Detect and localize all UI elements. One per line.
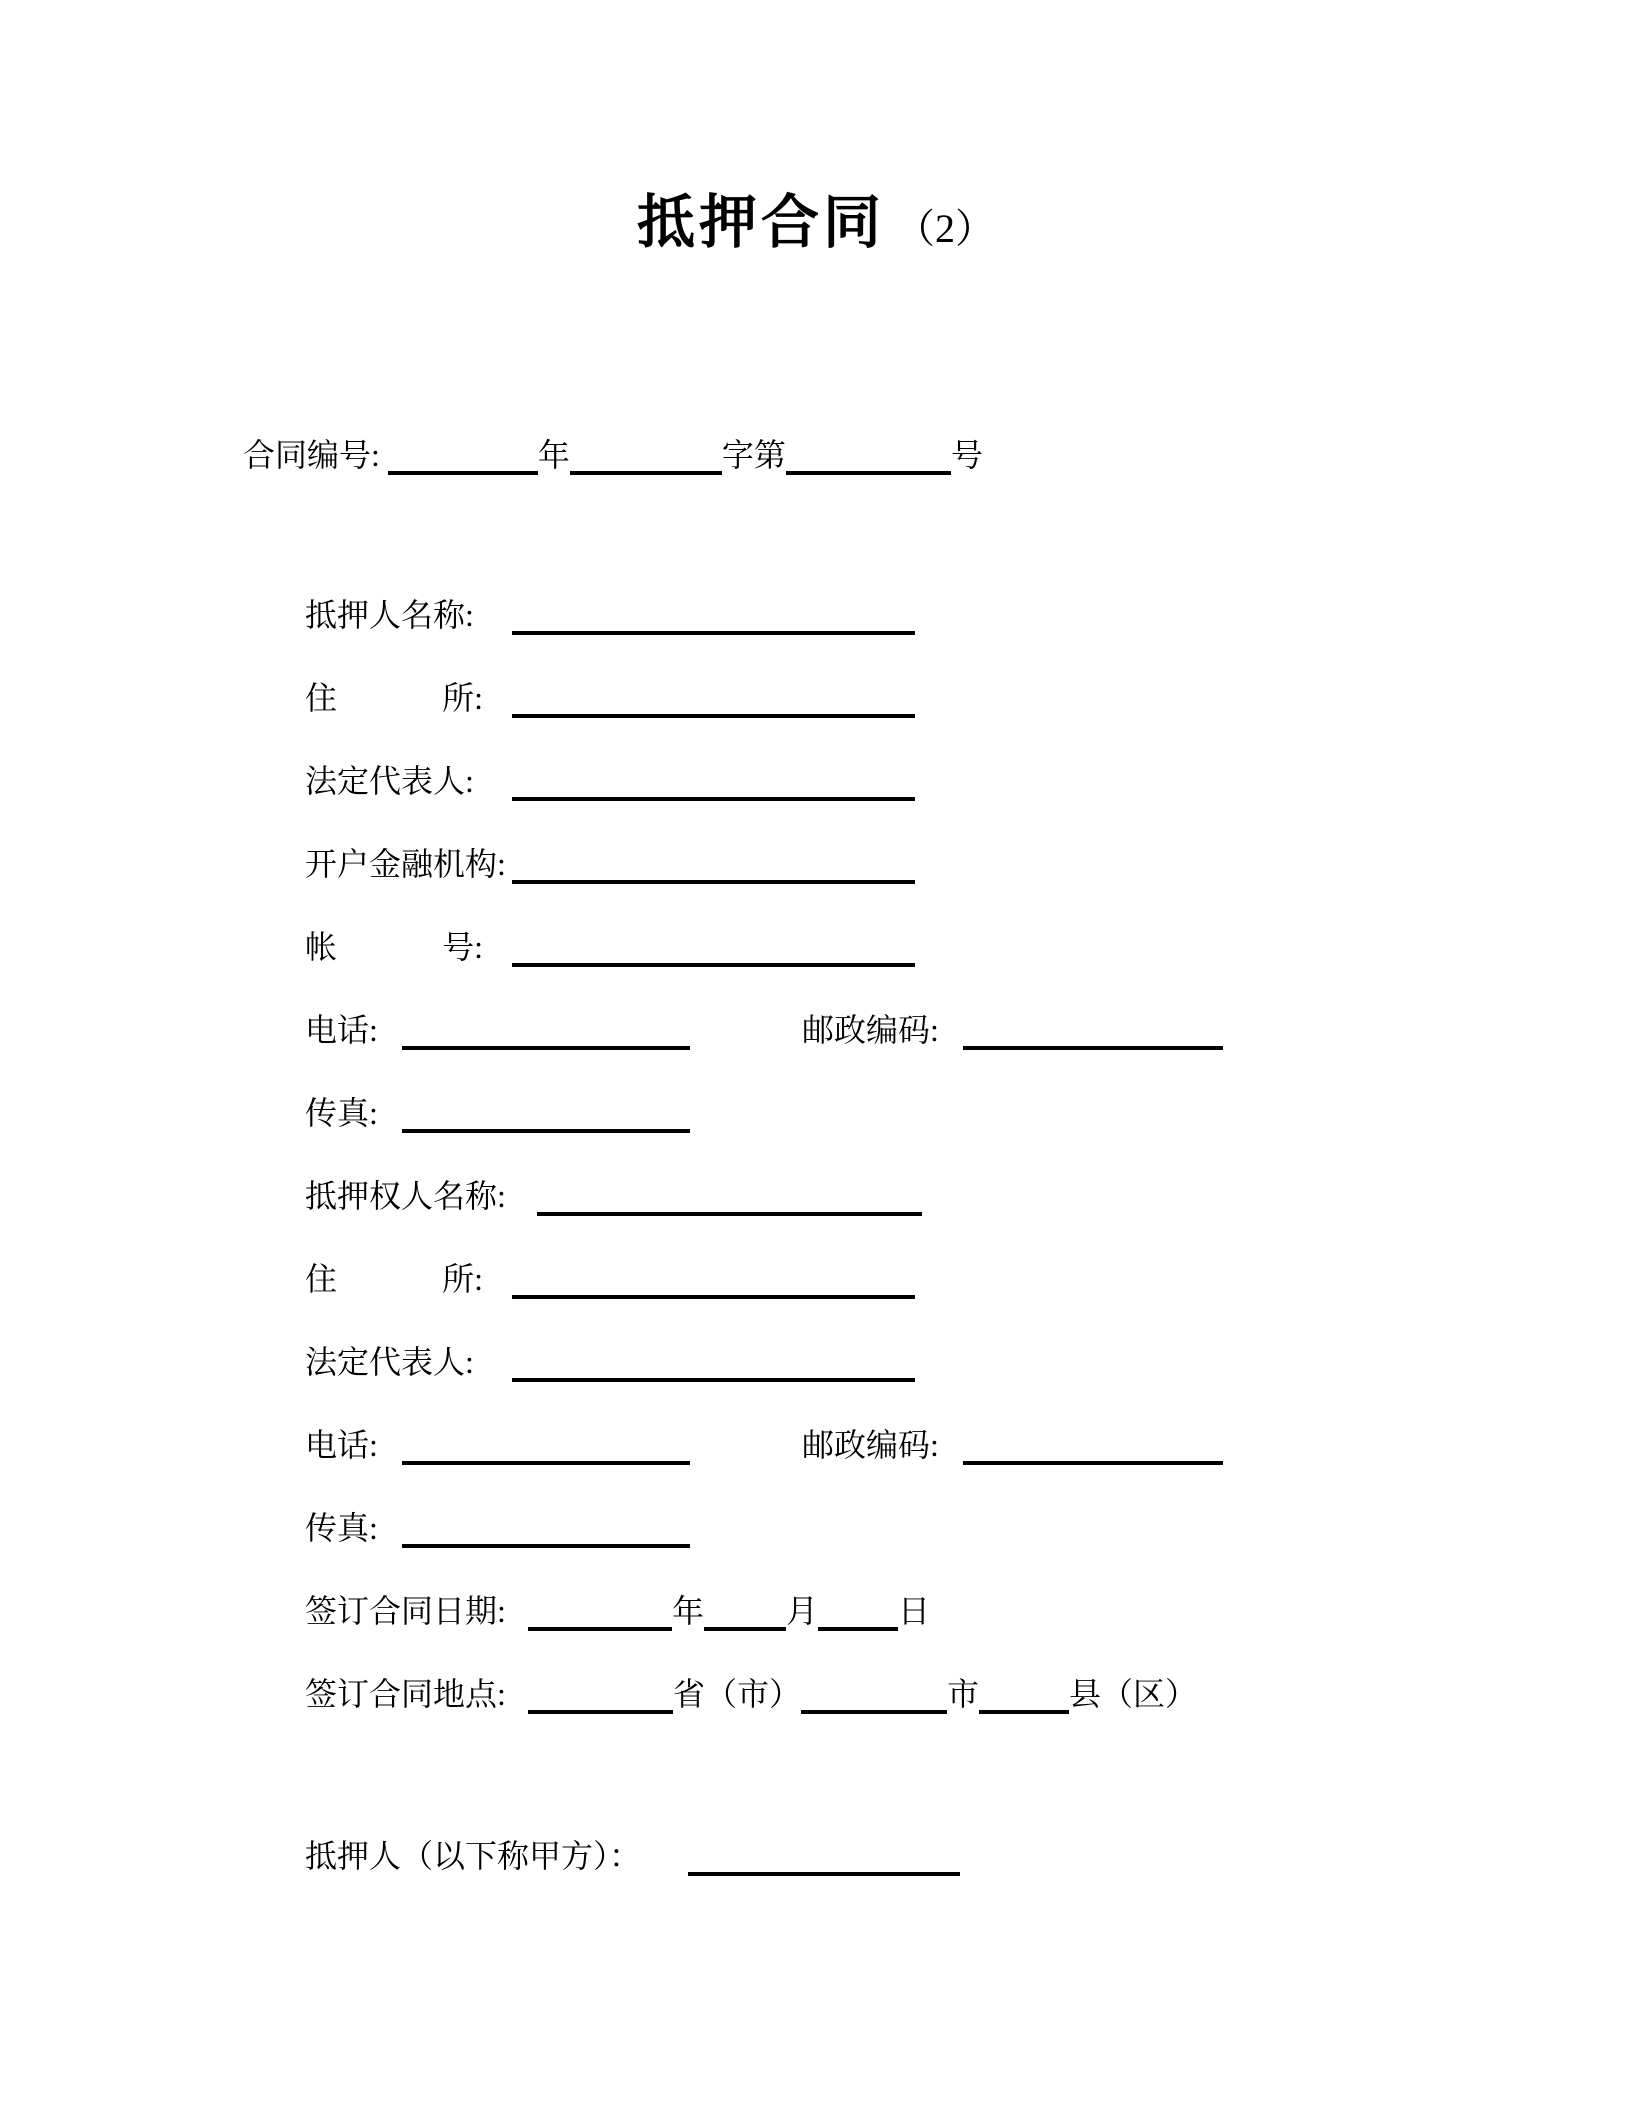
blank-sign-county (979, 1674, 1069, 1714)
mortgagee-fax-label: 传真: (305, 1510, 378, 1546)
field-mortgagor-account (305, 925, 1632, 969)
blank-mortgagor-fax (402, 1093, 690, 1133)
blank-sign-city (801, 1674, 947, 1714)
blank-contract-number-2 (570, 435, 722, 475)
sign-date-label: 签订合同日期: (305, 1593, 506, 1629)
blank-sign-month (704, 1591, 786, 1631)
blank-mortgagor-postal (963, 1010, 1223, 1050)
blank-mortgagee-legal-rep (512, 1342, 915, 1382)
blank-mortgagee-phone (402, 1425, 690, 1465)
residence-label-left: 住 (305, 680, 338, 716)
blank-sign-year (528, 1591, 672, 1631)
mortgagor-postal-label: 邮政编码: (802, 1012, 939, 1048)
mortgagor-legal-rep-label: 法定代表人: (305, 763, 474, 799)
field-mortgagee-fax (305, 1506, 1632, 1550)
title-number: （2） (895, 206, 995, 251)
mortgagor-residence-label (305, 676, 483, 720)
sign-date-year-unit: 年 (672, 1593, 705, 1629)
blank-mortgagor-name (512, 595, 915, 635)
contract-number-hao-unit: 号 (950, 437, 983, 473)
field-mortgagor-phone-postal (305, 1008, 1632, 1052)
mortgagee-postal-label: 邮政编码: (802, 1427, 939, 1463)
sign-place-province-unit: 省（市） (673, 1676, 802, 1712)
blank-mortgagor-bank (512, 844, 915, 884)
account-label-right: 号: (442, 929, 483, 965)
mortgagee-phone-label: 电话: (305, 1427, 378, 1463)
blank-sign-province (528, 1674, 673, 1714)
page-title (0, 0, 1632, 264)
mortgagee-name-label: 抵押权人名称: (305, 1178, 506, 1214)
mortgagor-phone-label: 电话: (305, 1012, 378, 1048)
sign-date-day-unit: 日 (898, 1593, 931, 1629)
field-mortgagor-residence (305, 676, 1632, 720)
mortgagor-fax-label: 传真: (305, 1095, 378, 1131)
field-mortgagor-bank (305, 842, 1632, 886)
blank-mortgagee-fax (402, 1508, 690, 1548)
blank-mortgagor-legal-rep (512, 761, 915, 801)
field-mortgagee-legal-rep (305, 1340, 1632, 1384)
field-mortgagee-phone-postal (305, 1423, 1632, 1467)
party-a-label: 抵押人（以下称甲方）： (305, 1838, 642, 1874)
blank-mortgagor-phone (402, 1010, 690, 1050)
blank-mortgagee-name (537, 1176, 922, 1216)
field-mortgagee-name (305, 1174, 1632, 1218)
sign-place-county-unit: 县（区） (1069, 1676, 1198, 1712)
sign-place-city-unit: 市 (947, 1676, 980, 1712)
blank-mortgagor-residence (512, 678, 915, 718)
mortgagee-residence-label (305, 1257, 483, 1301)
residence-label-right: 所: (442, 680, 483, 716)
residence-label-left: 住 (305, 1261, 338, 1297)
field-mortgagor-legal-rep (305, 759, 1632, 803)
field-sign-place (305, 1672, 1632, 1716)
account-label-left: 帐 (305, 929, 338, 965)
field-mortgagee-residence (305, 1257, 1632, 1301)
mortgagor-account-label (305, 925, 483, 969)
residence-label-right: 所: (442, 1261, 483, 1297)
mortgagor-bank-label: 开户金融机构: (305, 846, 506, 882)
blank-mortgagee-postal (963, 1425, 1223, 1465)
title-text: 抵押合同 (636, 190, 885, 255)
contract-number-zidi-unit: 字第 (721, 437, 786, 473)
blank-party-a (688, 1836, 960, 1876)
field-sign-date (305, 1589, 1632, 1633)
contract-number-line (243, 433, 1632, 477)
field-mortgagor-name (305, 593, 1632, 637)
contract-number-label: 合同编号: (243, 437, 388, 473)
mortgagee-legal-rep-label: 法定代表人: (305, 1344, 474, 1380)
mortgagor-name-label: 抵押人名称: (305, 597, 474, 633)
field-party-a (305, 1834, 1632, 1878)
sign-place-label: 签订合同地点: (305, 1676, 506, 1712)
blank-contract-number-3 (786, 435, 951, 475)
field-mortgagor-fax (305, 1091, 1632, 1135)
blank-mortgagor-account (512, 927, 915, 967)
blank-mortgagee-residence (512, 1259, 915, 1299)
contract-number-year-unit: 年 (537, 437, 570, 473)
blank-sign-day (818, 1591, 898, 1631)
sign-date-month-unit: 月 (786, 1593, 819, 1629)
blank-contract-number-1 (388, 435, 538, 475)
